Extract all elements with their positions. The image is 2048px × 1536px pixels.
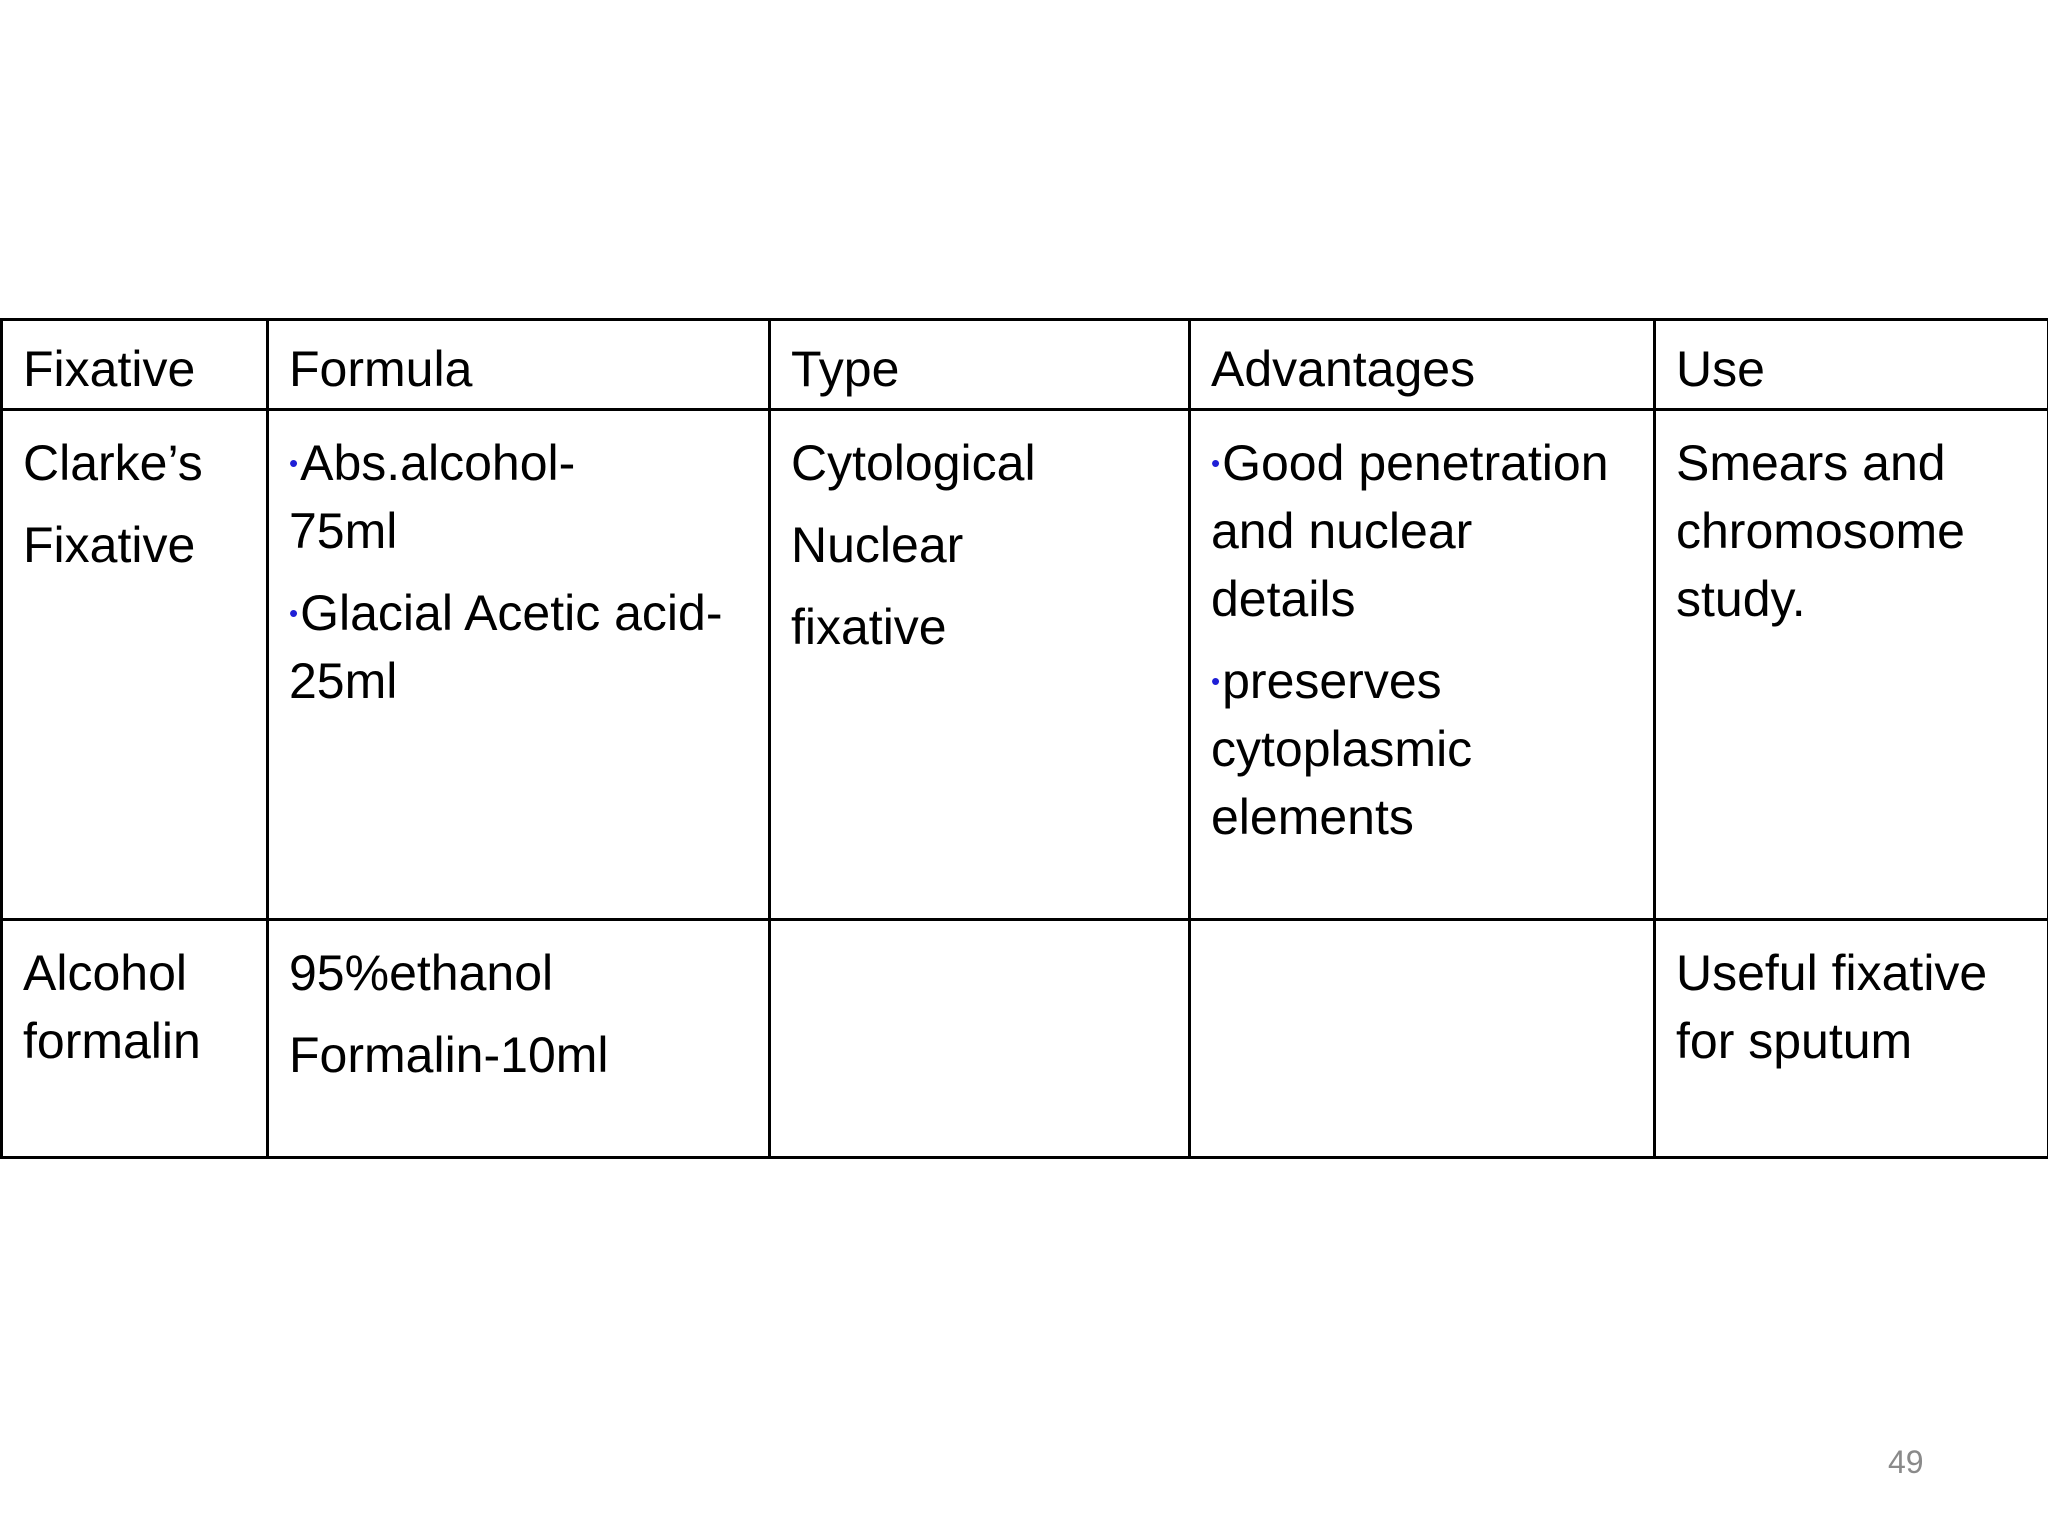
cell-line: elements: [1211, 789, 1414, 845]
cell-line: 75ml: [289, 503, 398, 559]
cell-line: and nuclear: [1211, 503, 1473, 559]
cell-line: Glacial Acetic acid-: [300, 585, 723, 641]
cell-line: details: [1211, 571, 1356, 627]
header-fixative: Fixative: [2, 320, 268, 410]
cell-line: Nuclear: [791, 517, 964, 573]
cell-line: preserves: [1222, 653, 1442, 709]
table-row: [2, 920, 2048, 1158]
cell-advantages: [1190, 920, 1655, 1158]
header-type: Type: [770, 320, 1190, 410]
cell-line: chromosome: [1676, 503, 1965, 559]
cell-line: 25ml: [289, 653, 398, 709]
page-number: 49: [1888, 1444, 1924, 1480]
table-row: [2, 410, 2048, 920]
cell-fixative: [2, 410, 268, 920]
cell-line: Useful fixative: [1676, 945, 1988, 1001]
cell-line: fixative: [791, 599, 947, 655]
cell-line: Cytological: [791, 435, 1036, 491]
advantage-item: [1211, 429, 1635, 633]
cell-line: for sputum: [1676, 1013, 1913, 1069]
cell-line: Fixative: [23, 517, 196, 573]
bullet-icon: •: [1211, 666, 1221, 696]
cell-line: Formalin-10ml: [289, 1027, 609, 1083]
cell-line: cytoplasmic: [1211, 721, 1473, 777]
formula-item: [289, 579, 750, 715]
bullet-icon: •: [289, 598, 299, 628]
cell-use: [1655, 410, 2048, 920]
header-advantages: Advantages: [1190, 320, 1655, 410]
cell-type: [770, 920, 1190, 1158]
cell-line: Alcohol: [23, 945, 187, 1001]
cell-use: [1655, 920, 2048, 1158]
advantage-item: [1211, 647, 1635, 851]
header-use: Use: [1655, 320, 2048, 410]
cell-line: Abs.alcohol-: [300, 435, 576, 491]
formula-item: [289, 429, 750, 565]
cell-formula: [268, 410, 770, 920]
cell-line: Clarke’s: [23, 435, 203, 491]
bullet-icon: •: [289, 448, 299, 478]
cell-advantages: [1190, 410, 1655, 920]
cell-line: formalin: [23, 1013, 201, 1069]
fixatives-table: [0, 318, 2048, 1159]
cell-type: [770, 410, 1190, 920]
cell-line: Good penetration: [1222, 435, 1609, 491]
table-header-row: [2, 320, 2048, 410]
cell-line: Smears and: [1676, 435, 1946, 491]
cell-formula: [268, 920, 770, 1158]
cell-line: study.: [1676, 571, 1806, 627]
bullet-icon: •: [1211, 448, 1221, 478]
header-formula: Formula: [268, 320, 770, 410]
cell-line: 95%ethanol: [289, 945, 554, 1001]
cell-fixative: [2, 920, 268, 1158]
